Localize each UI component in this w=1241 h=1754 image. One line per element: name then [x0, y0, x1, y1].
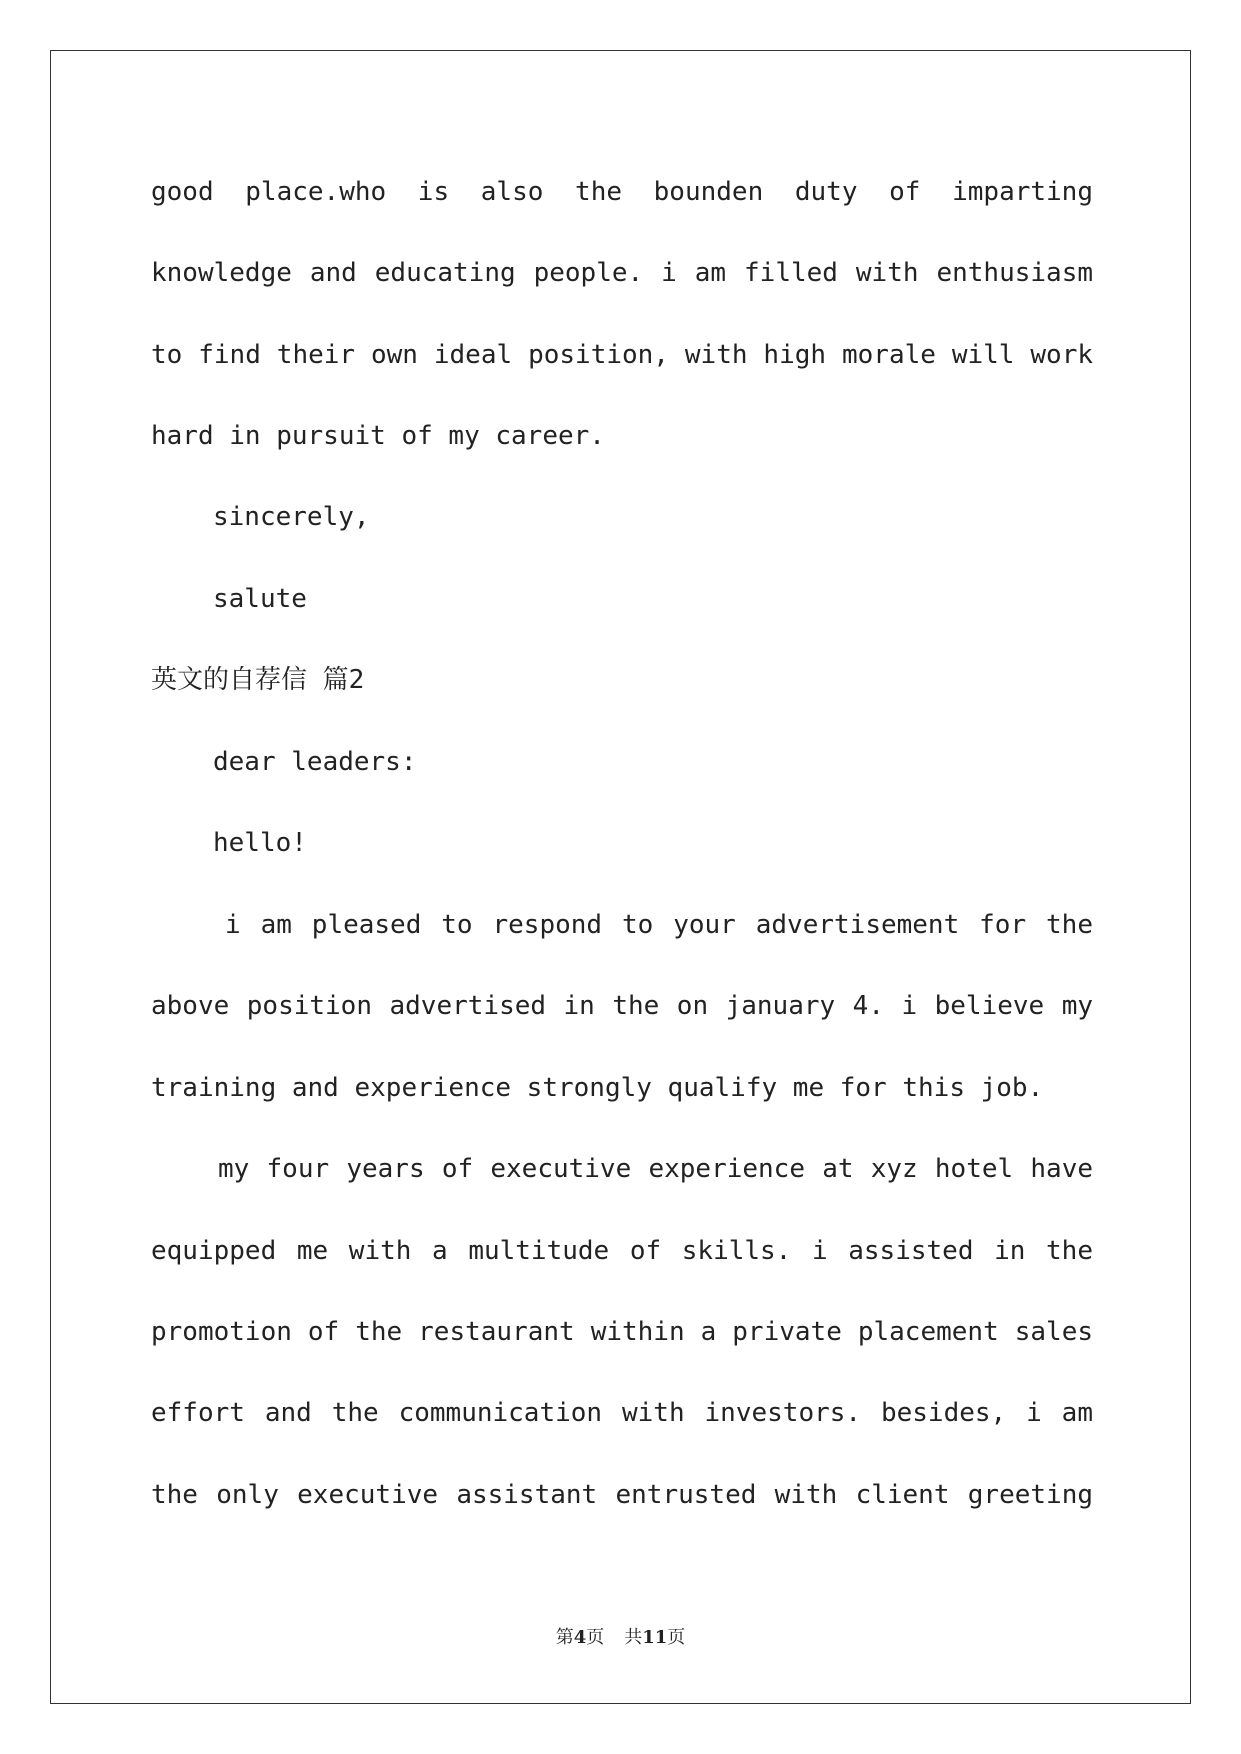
salutation-line: dear leaders:: [213, 747, 417, 777]
footer-total-pages: 11: [642, 1627, 668, 1648]
body-line: my four years of executive experience at xyz hotel have: [218, 1154, 1093, 1184]
footer-total-unit: 页: [667, 1627, 686, 1648]
body-line: good place.who is also the bounden duty of imparting: [151, 177, 1093, 207]
page-border: [50, 50, 1191, 1704]
body-line: knowledge and educating people. i am filled with enthusiasm: [151, 258, 1093, 288]
page-footer: [0, 1626, 1241, 1650]
body-line: the only executive assistant entrusted with client greeting: [151, 1480, 1093, 1510]
body-line: equipped me with a multitude of skills. i assisted in the: [151, 1236, 1093, 1266]
footer-total-prefix: 共: [624, 1627, 643, 1648]
section-heading: 英文的自荐信 篇2: [151, 665, 365, 695]
greeting-line: hello!: [213, 828, 307, 858]
footer-page-unit: 页: [586, 1627, 605, 1648]
body-line: training and experience strongly qualify me for this job.: [151, 1073, 1044, 1103]
footer-prefix: 第: [555, 1627, 574, 1648]
body-line: above position advertised in the on january 4. i believe my: [151, 991, 1093, 1021]
body-line: effort and the communication with investors. besides, i am: [151, 1398, 1093, 1428]
footer-page-number: 4: [573, 1627, 587, 1648]
body-line: hard in pursuit of my career.: [151, 421, 605, 451]
closing-line: sincerely,: [213, 502, 370, 532]
closing-line: salute: [213, 584, 307, 614]
body-line: i am pleased to respond to your advertisement for the: [225, 910, 1093, 940]
body-line: to find their own ideal position, with high morale will work: [151, 340, 1093, 370]
body-line: promotion of the restaurant within a private placement sales: [151, 1317, 1093, 1347]
